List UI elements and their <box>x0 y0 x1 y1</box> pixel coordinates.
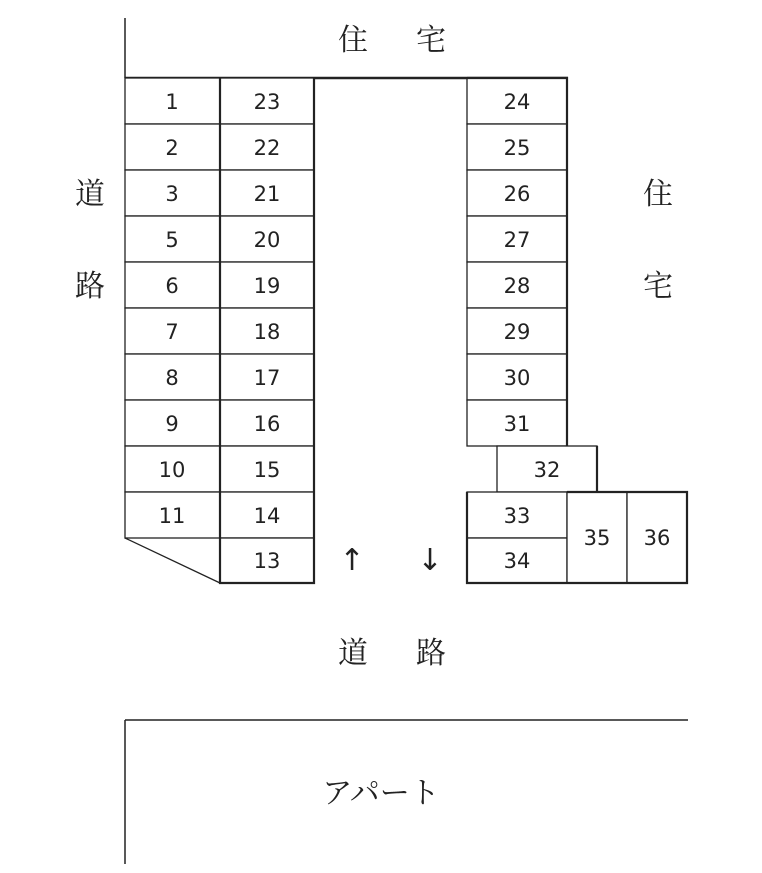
parking-space-35 <box>567 492 627 583</box>
svg-text:7: 7 <box>165 320 179 344</box>
svg-text:29: 29 <box>503 320 531 344</box>
right-house-label-1: 住 <box>643 177 673 212</box>
svg-text:33: 33 <box>503 504 531 528</box>
parking-space-10 <box>125 446 220 492</box>
apartment-label: アパート <box>322 776 440 811</box>
svg-text:18: 18 <box>253 320 281 344</box>
svg-text:11: 11 <box>158 504 186 528</box>
parking-space-3 <box>125 170 220 216</box>
svg-text:30: 30 <box>503 366 531 390</box>
parking-space-33 <box>467 492 567 538</box>
parking-space-19 <box>220 262 314 308</box>
svg-text:20: 20 <box>253 228 281 252</box>
corner-diagonal <box>125 538 220 583</box>
parking-space-8 <box>125 354 220 400</box>
svg-text:6: 6 <box>165 274 179 298</box>
parking-space-25 <box>467 124 567 170</box>
svg-text:27: 27 <box>503 228 531 252</box>
parking-space-6 <box>125 262 220 308</box>
parking-space-29 <box>467 308 567 354</box>
parking-column-2 <box>220 78 314 583</box>
parking-space-30 <box>467 354 567 400</box>
svg-text:17: 17 <box>253 366 281 390</box>
parking-space-11 <box>125 492 220 538</box>
parking-space-21 <box>220 170 314 216</box>
top-house-label-1: 住 <box>338 23 368 58</box>
parking-space-32 <box>497 446 597 492</box>
parking-space-31 <box>467 400 567 446</box>
svg-text:25: 25 <box>503 136 531 160</box>
parking-space-7 <box>125 308 220 354</box>
svg-text:35: 35 <box>583 526 611 550</box>
svg-text:32: 32 <box>533 458 561 482</box>
right-house-label-2: 宅 <box>643 269 673 304</box>
svg-text:9: 9 <box>165 412 179 436</box>
left-road-label-1: 道 <box>75 177 105 212</box>
parking-space-26 <box>467 170 567 216</box>
parking-space-24 <box>467 78 567 124</box>
svg-text:2: 2 <box>165 136 179 160</box>
parking-space-9 <box>125 400 220 446</box>
svg-text:24: 24 <box>503 90 531 114</box>
svg-text:3: 3 <box>165 182 179 206</box>
left-road-label-2: 路 <box>75 269 105 304</box>
svg-text:8: 8 <box>165 366 179 390</box>
parking-space-34 <box>467 538 567 583</box>
svg-text:23: 23 <box>253 90 281 114</box>
parking-space-1 <box>125 78 220 124</box>
parking-space-15 <box>220 446 314 492</box>
arrow-down-icon: ↓ <box>417 543 443 578</box>
parking-space-2 <box>125 124 220 170</box>
svg-text:34: 34 <box>503 549 531 573</box>
parking-column-1 <box>125 78 220 583</box>
svg-text:14: 14 <box>253 504 281 528</box>
svg-text:1: 1 <box>165 90 179 114</box>
bottom-road-label-2: 路 <box>416 636 446 671</box>
svg-text:28: 28 <box>503 274 531 298</box>
parking-space-5 <box>125 216 220 262</box>
bottom-road-label-1: 道 <box>338 636 368 671</box>
parking-space-23 <box>220 78 314 124</box>
svg-text:22: 22 <box>253 136 281 160</box>
svg-text:36: 36 <box>643 526 671 550</box>
parking-space-18 <box>220 308 314 354</box>
arrow-up-icon: ↑ <box>339 543 365 578</box>
svg-text:21: 21 <box>253 182 281 206</box>
parking-space-20 <box>220 216 314 262</box>
parking-space-27 <box>467 216 567 262</box>
svg-text:19: 19 <box>253 274 281 298</box>
parking-space-14 <box>220 492 314 538</box>
svg-text:13: 13 <box>253 549 281 573</box>
svg-text:15: 15 <box>253 458 281 482</box>
parking-space-16 <box>220 400 314 446</box>
parking-space-28 <box>467 262 567 308</box>
parking-space-22 <box>220 124 314 170</box>
top-house-label-2: 宅 <box>416 23 446 58</box>
svg-text:26: 26 <box>503 182 531 206</box>
parking-space-17 <box>220 354 314 400</box>
svg-text:10: 10 <box>158 458 186 482</box>
svg-text:31: 31 <box>503 412 531 436</box>
svg-text:16: 16 <box>253 412 281 436</box>
svg-text:5: 5 <box>165 228 179 252</box>
parking-space-13 <box>220 538 314 583</box>
parking-space-36 <box>627 492 687 583</box>
parking-column-3 <box>467 78 687 583</box>
